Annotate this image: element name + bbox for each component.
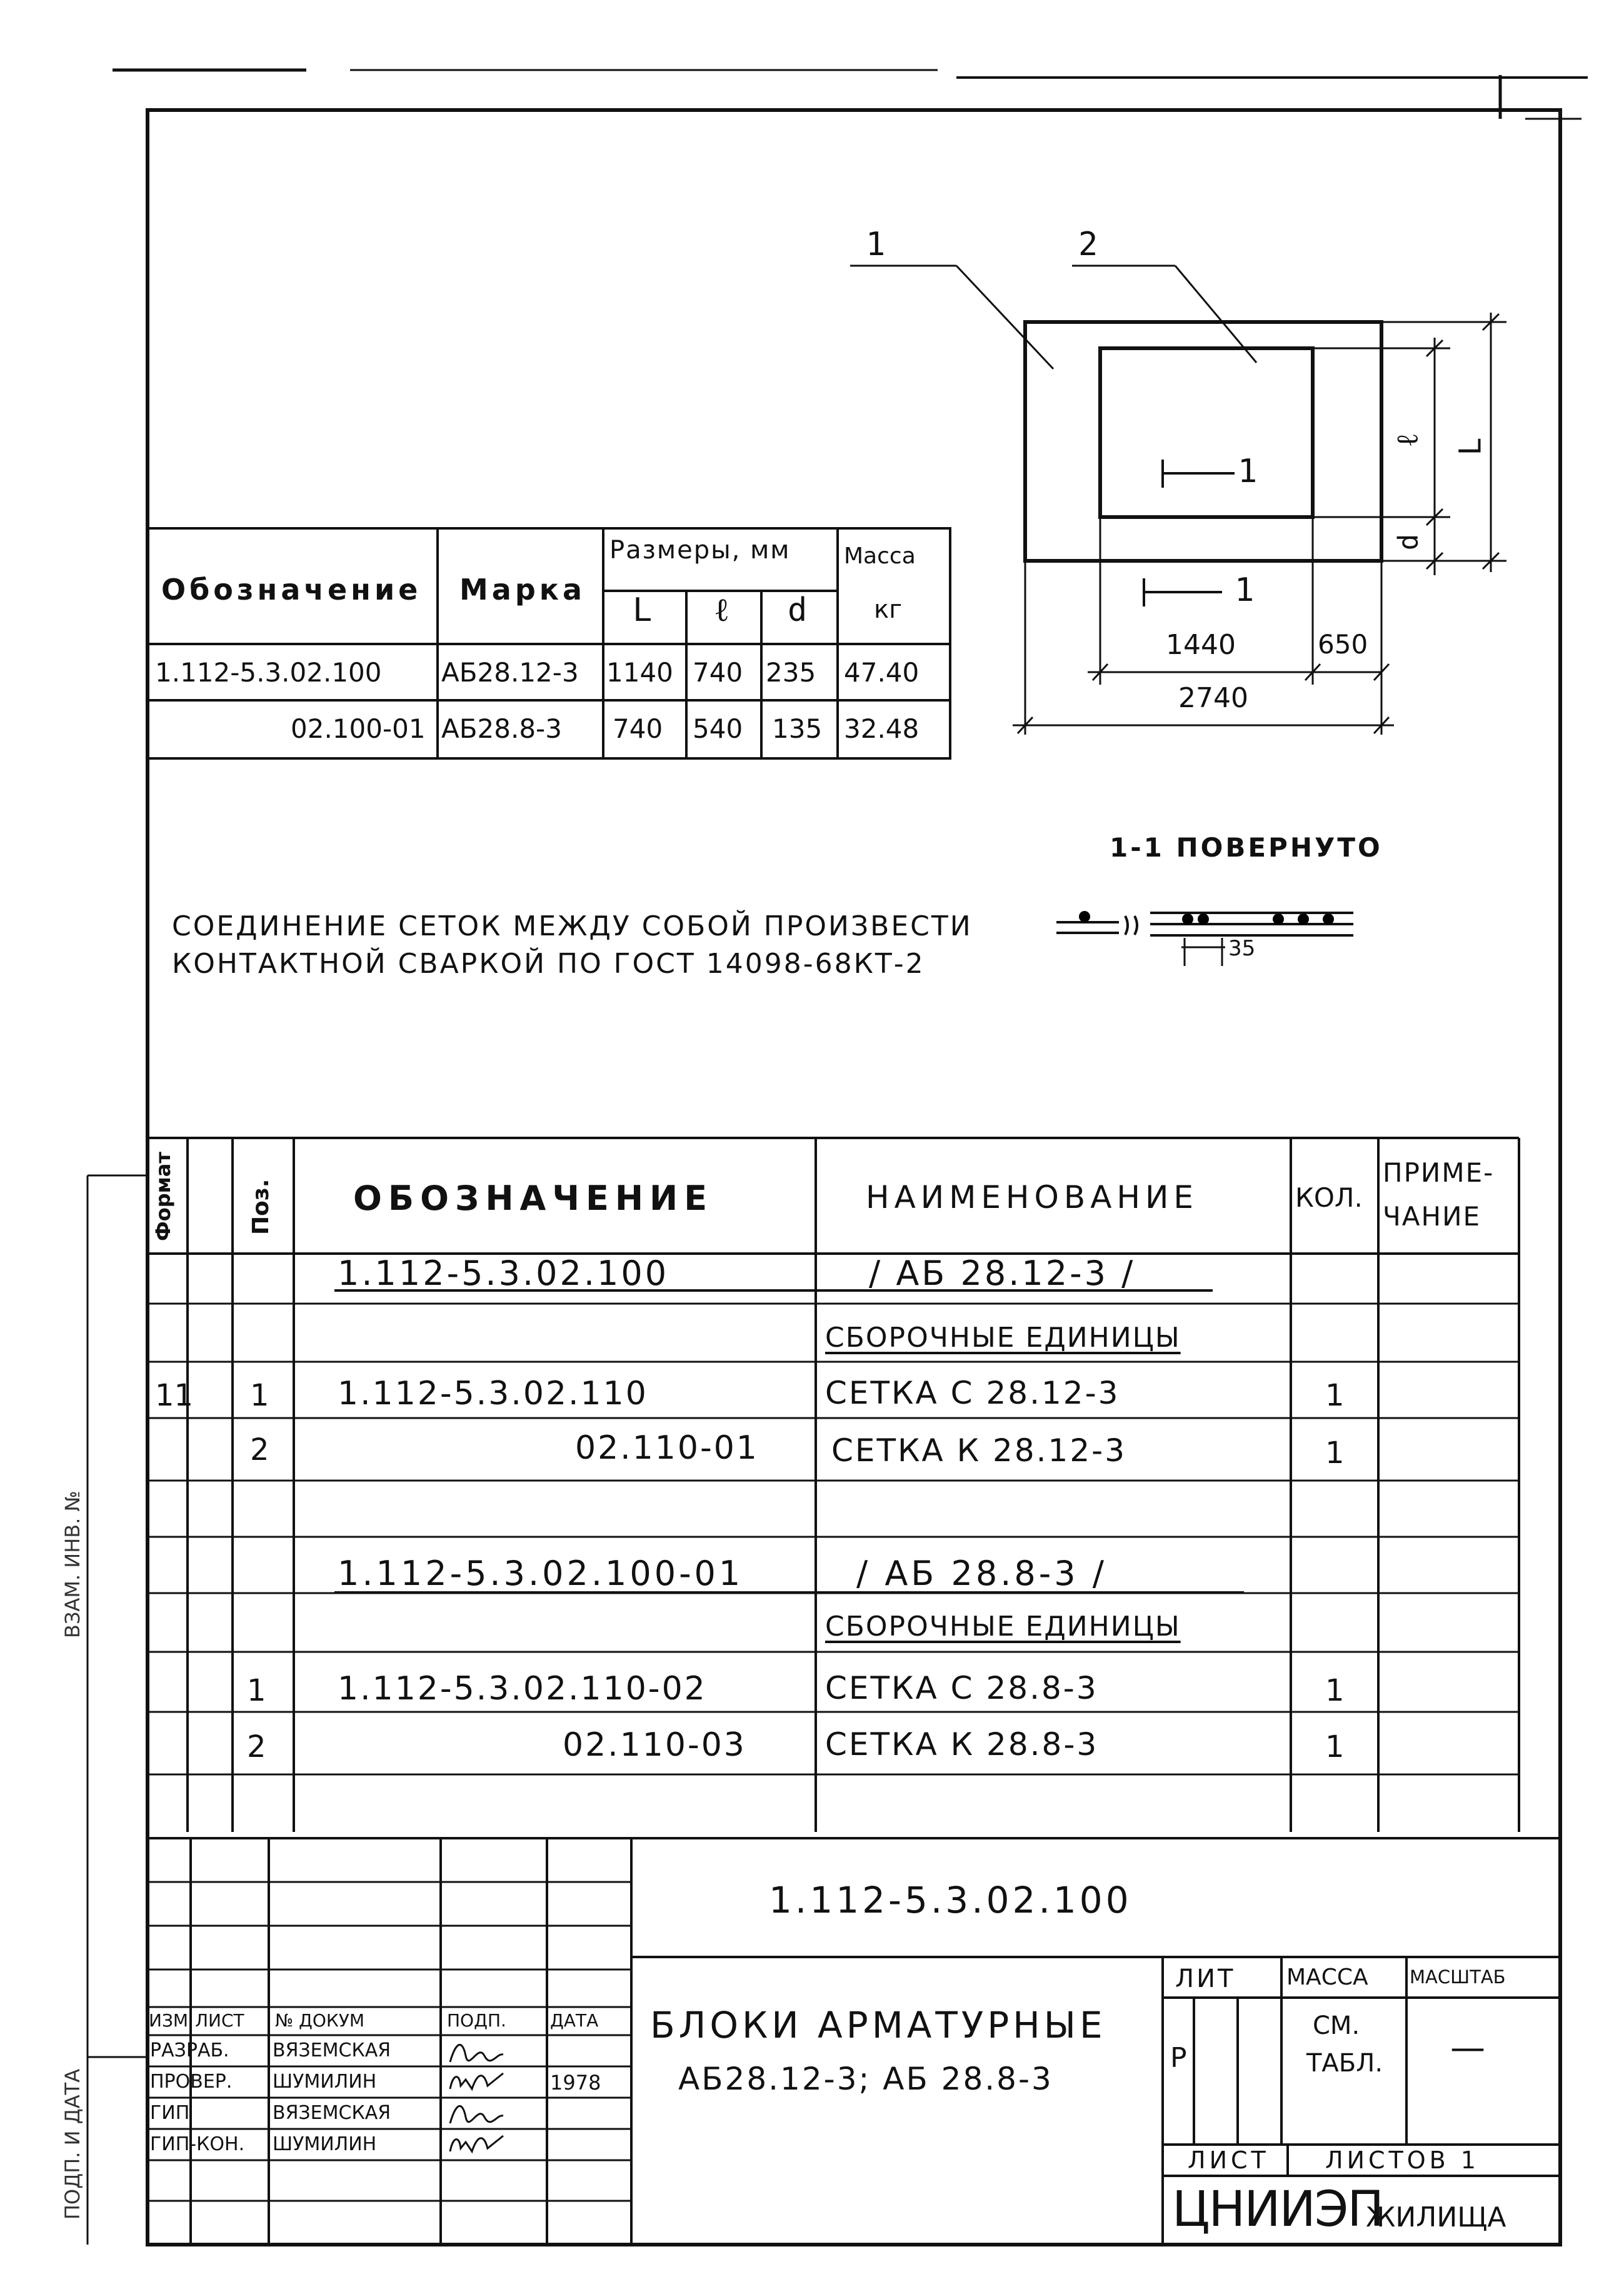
side-stamp-1: ВЗАМ. ИНВ. № — [61, 1491, 84, 1638]
mark-row-2-mass: 32.48 — [844, 713, 920, 744]
tb-staff-1-role: РАЗРАБ. — [150, 2040, 229, 2061]
mark-table-header-designation: Обозначение — [161, 573, 422, 606]
spec-g2-row-1-designation: 1.112-5.3.02.110-02 — [338, 1670, 707, 1708]
tb-lit-label: ЛИТ — [1175, 1965, 1236, 1993]
tb-staff-4-name: ШУМИЛИН — [273, 2133, 377, 2155]
signature-3 — [447, 2098, 506, 2128]
mark-row-2-L: 740 — [613, 713, 663, 744]
spec-g2-row-2-pos: 2 — [247, 1729, 266, 1764]
tb-scale-value: — — [1450, 2028, 1485, 2068]
dim-L: L — [1453, 437, 1488, 456]
callout-1: 1 — [866, 226, 886, 263]
tb-col-doc: № ДОКУМ — [275, 2010, 365, 2031]
spec-g2-row-1-qty: 1 — [1325, 1673, 1345, 1708]
spec-header-name: НАИМЕНОВАНИЕ — [866, 1179, 1198, 1215]
section-dim-35: 35 — [1228, 936, 1256, 961]
tb-staff-3-role: ГИП — [150, 2102, 190, 2124]
tb-staff-2-name: ШУМИЛИН — [273, 2071, 377, 2093]
mark-row-1-mark: АБ28.12-3 — [441, 657, 579, 688]
spec-header-note-2: ЧАНИЕ — [1383, 1201, 1481, 1232]
tb-scale-label: МАСШТАБ — [1410, 1966, 1506, 1988]
spec-g1-row-2-designation: 02.110-01 — [575, 1429, 759, 1467]
tb-col-list: ЛИСТ — [195, 2010, 244, 2031]
signature-2 — [447, 2067, 506, 2097]
spec-g2-row-2-designation: 02.110-03 — [563, 1726, 746, 1764]
mark-row-1-designation: 1.112-5.3.02.100 — [155, 657, 382, 688]
tb-mass-label: МАССА — [1286, 1965, 1368, 1990]
spec-g1-row-1-pos: 1 — [250, 1378, 269, 1413]
mark-table-header-l: ℓ — [714, 591, 729, 629]
mark-table-header-d: d — [788, 591, 808, 629]
spec-g1-row-1-name: СЕТКА С 28.12-3 — [825, 1375, 1120, 1411]
dim-2740: 2740 — [1178, 682, 1248, 714]
spec-group-1-code: 1.112-5.3.02.100 — [338, 1254, 669, 1293]
mark-row-1-L: 1140 — [606, 657, 673, 688]
tb-col-izm: ИЗМ — [149, 2010, 189, 2031]
section-title: 1-1 ПОВЕРНУТО — [1110, 832, 1383, 863]
tb-staff-1-name: ВЯЗЕМСКАЯ — [273, 2040, 391, 2061]
spec-g1-row-1-format: 11 — [155, 1378, 194, 1413]
callout-2: 2 — [1078, 226, 1098, 263]
spec-g1-row-1-designation: 1.112-5.3.02.110 — [338, 1375, 648, 1412]
spec-header-designation: ОБОЗНАЧЕНИЕ — [353, 1179, 714, 1218]
spec-group-1-mark: / АБ 28.12-3 / — [869, 1254, 1136, 1293]
spec-g1-row-2-name: СЕТКА К 28.12-3 — [831, 1432, 1127, 1469]
spec-g2-row-2-qty: 1 — [1325, 1729, 1345, 1764]
tb-sheet-label: ЛИСТ — [1188, 2146, 1270, 2174]
mark-row-1-l: 740 — [693, 657, 743, 688]
mark-table-header-L: L — [633, 591, 653, 629]
mark-table-header-dimensions: Размеры, мм — [609, 536, 791, 565]
spec-header-pos: Поз. — [248, 1179, 274, 1235]
tb-sheets-label: ЛИСТОВ 1 — [1325, 2146, 1480, 2174]
tb-col-date: ДАТА — [550, 2010, 599, 2031]
tb-staff-2-role: ПРОВЕР. — [150, 2071, 233, 2093]
mark-row-2-l: 540 — [693, 713, 743, 744]
tb-staff-3-name: ВЯЗЕМСКАЯ — [273, 2102, 391, 2124]
spec-group-2-code: 1.112-5.3.02.100-01 — [338, 1554, 744, 1593]
tb-col-sign: ПОДП. — [447, 2010, 506, 2031]
dim-d: d — [1392, 533, 1425, 551]
dim-1440: 1440 — [1166, 629, 1236, 661]
side-stamp-2: ПОДП. И ДАТА — [61, 2068, 84, 2220]
spec-g1-row-2-pos: 2 — [250, 1432, 269, 1467]
dim-l: ℓ — [1390, 433, 1425, 448]
section-mark-top: 1 — [1238, 453, 1258, 490]
tb-mass-value-1: СМ. — [1313, 2011, 1360, 2040]
mark-row-2-d: 135 — [772, 713, 823, 744]
tb-mass-value-2: ТАБЛ. — [1306, 2049, 1383, 2078]
spec-g2-row-2-name: СЕТКА К 28.8-3 — [825, 1726, 1099, 1763]
mark-table-header-mass: Масса — [844, 543, 916, 569]
spec-g2-row-1-pos: 1 — [247, 1673, 266, 1708]
signature-4 — [447, 2130, 506, 2160]
spec-header-qty: КОЛ. — [1295, 1182, 1363, 1213]
mark-row-1-d: 235 — [766, 657, 816, 688]
org-main: ЦНИИЭП — [1172, 2181, 1383, 2238]
spec-group-2-section: СБОРОЧНЫЕ ЕДИНИЦЫ — [825, 1611, 1181, 1643]
spec-header-format: Формат — [151, 1152, 175, 1241]
signature-1 — [447, 2037, 506, 2067]
note-line-1: СОЕДИНЕНИЕ СЕТОК МЕЖДУ СОБОЙ ПРОИЗВЕСТИ — [172, 910, 973, 942]
spec-g1-row-2-qty: 1 — [1325, 1436, 1345, 1471]
tb-staff-2-date: 1978 — [550, 2071, 601, 2095]
mark-table-header-mark: Марка — [459, 573, 586, 606]
spec-g1-row-1-qty: 1 — [1325, 1378, 1345, 1413]
note-line-2: КОНТАКТНОЙ СВАРКОЙ ПО ГОСТ 14098-68КТ-2 — [172, 948, 925, 980]
mark-table-header-mass-unit: кг — [874, 595, 903, 624]
org-sub: ЖИЛИЩА — [1366, 2201, 1506, 2233]
title-line-2: АБ28.12-3; АБ 28.8-3 — [678, 2061, 1053, 2097]
spec-group-2-mark: / АБ 28.8-3 / — [856, 1554, 1107, 1593]
mark-row-2-designation: 02.100-01 — [291, 713, 426, 744]
spec-header-note: ПРИМЕ- — [1383, 1157, 1495, 1188]
spec-g2-row-1-name: СЕТКА С 28.8-3 — [825, 1670, 1098, 1706]
title-doc-code: 1.112-5.3.02.100 — [769, 1879, 1132, 1921]
title-line-1: БЛОКИ АРМАТУРНЫЕ — [650, 2004, 1106, 2046]
tb-staff-4-role: ГИП-КОН. — [150, 2133, 245, 2155]
mark-row-1-mass: 47.40 — [844, 657, 920, 688]
dim-650: 650 — [1318, 629, 1368, 660]
spec-group-1-section: СБОРОЧНЫЕ ЕДИНИЦЫ — [825, 1322, 1181, 1354]
section-mark-bottom: 1 — [1235, 571, 1255, 609]
tb-lit-value: Р — [1170, 2042, 1187, 2074]
mark-row-2-mark: АБ28.8-3 — [441, 713, 562, 744]
